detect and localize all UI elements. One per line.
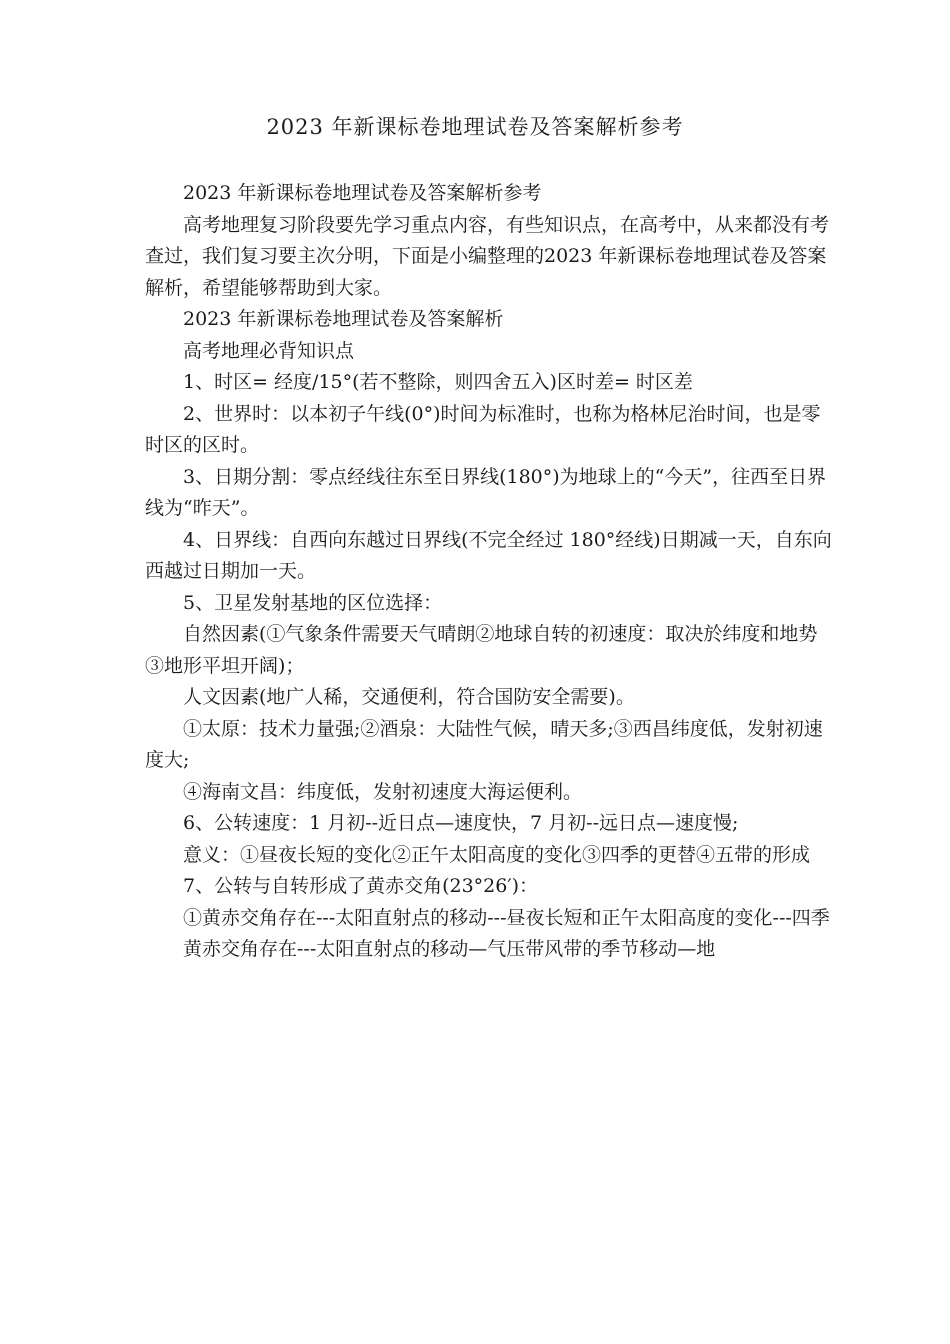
paragraph: 4、日界线：自西向东越过日界线(不完全经过 180°经线)日期减一天，自东向西越过日期加一天。 xyxy=(145,528,832,582)
paragraph: 2023 年新课标卷地理试卷及答案解析参考 xyxy=(183,182,542,204)
paragraph: 3、日期分割：零点经线往东至日界线(180°)为地球上的“今天”，往西至日界线为“昨天”。 xyxy=(145,465,827,519)
paragraph: 高考地理复习阶段要先学习重点内容，有些知识点，在高考中，从来都没有考查过，我们复习要主次分明，下面是小编整理的2023 年新课标卷地理试卷及答案解析，希望能够帮助到大家。 xyxy=(145,213,830,299)
paragraph: 高考地理必背知识点 xyxy=(183,339,355,362)
paragraph: 6、公转速度：1 月初--近日点—速度快，7 月初--远日点—速度慢; xyxy=(183,812,739,834)
paragraph: 2、世界时：以本初子午线(0°)时间为标准时，也称为格林尼治时间，也是零时区的区时。 xyxy=(145,402,821,456)
paragraph: 黄赤交角存在---太阳直射点的移动—气压带风带的季节移动—地 xyxy=(183,938,716,960)
paragraph: 5、卫星发射基地的区位选择： xyxy=(183,591,443,614)
document-body xyxy=(145,178,835,966)
paragraph: ④海南文昌：纬度低，发射初速度大海运便利。 xyxy=(183,780,583,803)
paragraph: ①太原：技术力量强;②酒泉：大陆性气候，晴天多;③西昌纬度低，发射初速度大; xyxy=(145,717,823,771)
paragraph: 7、公转与自转形成了黄赤交角(23°26′)： xyxy=(183,875,539,897)
paragraph: ①黄赤交角存在---太阳直射点的移动---昼夜长短和正午太阳高度的变化---四季 xyxy=(183,906,830,929)
paragraph: 人文因素(地广人稀，交通便利，符合国防安全需要)。 xyxy=(183,686,635,708)
paragraph: 自然因素(①气象条件需要天气晴朗②地球自转的初速度：取决於纬度和地势③地形平坦开阔)； xyxy=(145,623,818,677)
paragraph: 2023 年新课标卷地理试卷及答案解析 xyxy=(183,308,504,330)
paragraph: 意义：①昼夜长短的变化②正午太阳高度的变化③四季的更替④五带的形成 xyxy=(183,843,811,866)
paragraph: 1、时区= 经度/15°(若不整除，则四舍五入)区时差= 时区差 xyxy=(183,371,693,393)
document-title: 2023 年新课标卷地理试卷及答案解析参考 xyxy=(266,115,684,139)
